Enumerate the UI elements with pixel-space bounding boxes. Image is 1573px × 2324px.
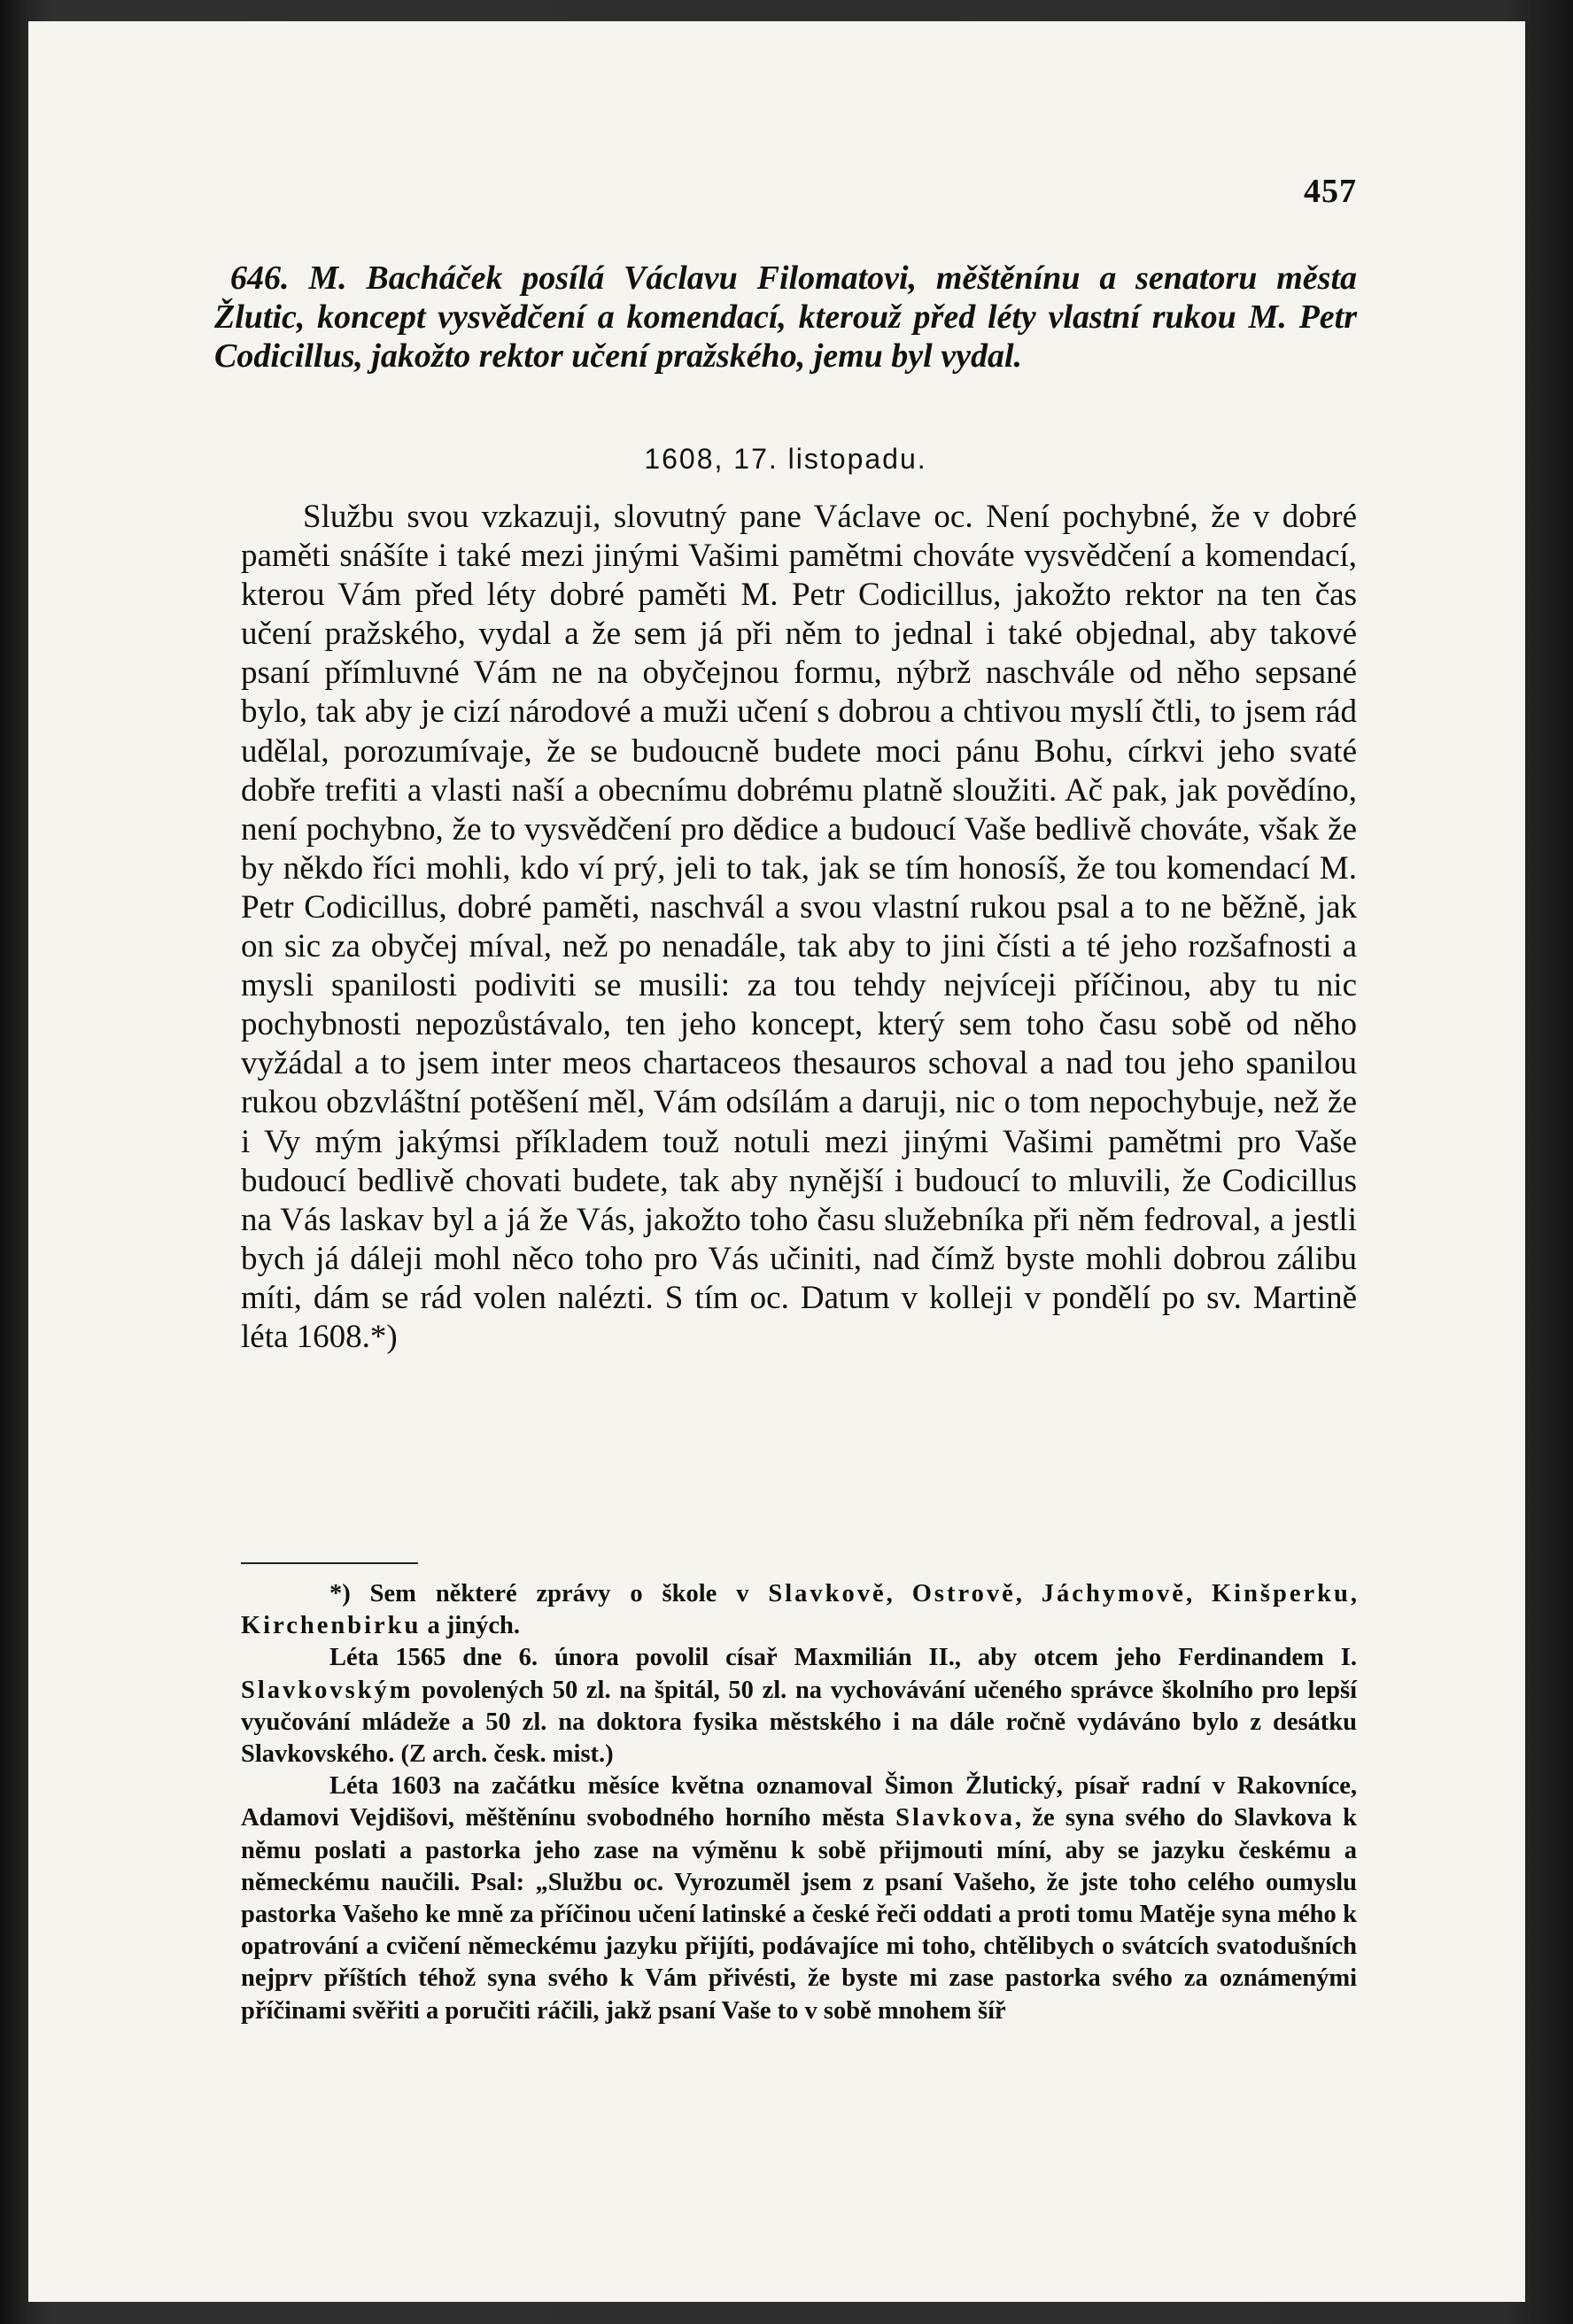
letter-date: 1608, 17. listopadu.	[644, 443, 927, 475]
footnote-1-lead: *) Sem některé zprávy o škole v	[329, 1580, 769, 1607]
letter-body: Službu svou vzkazuji, slovutný pane Václave oc. Není pochybné, že v dobré paměti snášíte i také mezi jinými Vašimi pamětmi chováte vysvědčení a komendací, kterou Vám před léty dobré paměti M. Petr Codicillus, jakožto rektor na ten čas učení pražského, vydal a že sem já při něm to jednal i také objednal, aby takové psaní přímluvné Vám ne na obyčejnou formu, nýbrž naschvále od něho sepsané bylo, tak aby je cizí národové a muži učení s dobrou a chtivou myslí čtli, to jsem rád udělal, porozumívaje, že se budoucně budete moci pánu Bohu, církvi jeho svaté dobře trefiti a vlasti naší a obecnímu dobrému platně sloužiti. Ač pak, jak povědíno, není pochybno, že to vysvědčení pro dědice a budoucí Vaše bedlivě chováte, však že by někdo říci mohli, kdo ví prý, jeli to tak, jak se tím honosíš, že tou komendací M. Petr Codicillus, dobré paměti, naschvál a svou vlastní rukou psal a to ne běžně, jak on sic za obyčej míval, než po nenadále, tak aby to jini čísti a té jeho rozšafnosti a mysli spanilosti podiviti se musili: za tou tehdy nejvíceji příčinou, aby tu nic pochybnosti nepozůstávalo, ten jeho koncept, který sem toho času sobě od něho vyžádal a to jsem inter meos chartaceos thesauros schoval a nad tou jeho spanilou rukou obzvláštní potěšení měl, Vám odsílám a daruji, nic o tom nepochybuje, než že i Vy mým jakýmsi příkladem touž notuli mezi jinými Vašimi pamětmi pro Vaše budoucí bedlivě chovati budete, tak aby nynější i budoucí to mluvili, že Codicillus na Vás laskav byl a já že Vás, jakožto toho času služebníka při něm fedroval, a jestli bych já dáleji mohl něco toho pro Vás učiniti, nad čímž byste mohli dobrou zálibu míti, dám se rád volen nalézti. S tím oc. Datum v kolleji v pondělí po sv. Martině léta 1608.*)	[241, 499, 1357, 1355]
letter-heading: 646. M. Bacháček posílá Václavu Filomatovi, měštěnínu a senatoru města Žlutic, koncept vysvědčení a komendací, kterouž před léty vlastní rukou M. Petr Codicillus, jakožto rektor učení pražského, jemu byl vydal.	[214, 260, 1357, 375]
page-number: 457	[1304, 173, 1357, 210]
footnote-2	[241, 1642, 1357, 1770]
footnote-3-tail: , že syna svého do Slavkova k němu poslati a pastorka jeho zase na výměnu k sobě přijmouti míní, aby se jazyku českému a německému naučili. Psal: „Službu oc. Vyrozuměl jsem z psaní Vašeho, že jste toho celého oumyslu pastorka Vašeho ke mně za příčinou učení latinské a české řeči oddati a proti tomu Matěje syna mého k opatrování a cvičení německému jazyku přijíti, podávajíce mi toho, chtělibych o svátcích svatodušních nejprv příštích téhož syna svého k Vám přivésti, že byste mi zase pastorka svého za oznámenými příčinami svěřiti a poručiti ráčili, jakž psaní Vaše to v sobě mnohem šíř	[241, 1804, 1357, 2025]
footnote-3	[241, 1770, 1357, 2027]
place-slavkov: Slavkově	[768, 1580, 887, 1607]
footnote-3-lead: Léta 1603 na začátku měsíce května oznamoval Šimon Žlutický, písař radní v Rakovníce, Adamovi Vejdišovi, měštěnínu svobodného horního města	[241, 1772, 1357, 1832]
name-slavkovskym: Slavkovským	[241, 1676, 414, 1704]
footnote-1	[241, 1578, 1357, 1642]
book-page	[28, 21, 1525, 2302]
footnote-1-tail: a jiných.	[421, 1612, 520, 1640]
place-kirchenbirk: Kirchenbirku	[241, 1612, 422, 1640]
footnote-2-lead: Léta 1565 dne 6. února povolil císař Maxmilián II., aby otcem jeho Ferdinandem I.	[329, 1644, 1357, 1672]
place-ostrov: Ostrově	[911, 1580, 1016, 1607]
footnote-2-tail: povolených 50 zl. na špitál, 50 zl. na vychovávání učeného správce školního pro lepší vyučování mládeže a 50 zl. na doktora fysika městského i na dále ročně vydáváno bylo z desátku Slavkovského. (Z arch. česk. mist.)	[241, 1676, 1357, 1769]
separator: ,	[1350, 1580, 1357, 1607]
separator: ,	[886, 1580, 912, 1607]
footnotes	[241, 1578, 1357, 2027]
place-jachymov: Jáchymově	[1041, 1580, 1186, 1607]
place-kinsperk: Kinšperku	[1211, 1580, 1351, 1607]
separator: ,	[1015, 1580, 1042, 1607]
separator: ,	[1185, 1580, 1212, 1607]
footnote-divider	[241, 1562, 418, 1564]
name-slavkova: Slavkova	[895, 1804, 1015, 1832]
